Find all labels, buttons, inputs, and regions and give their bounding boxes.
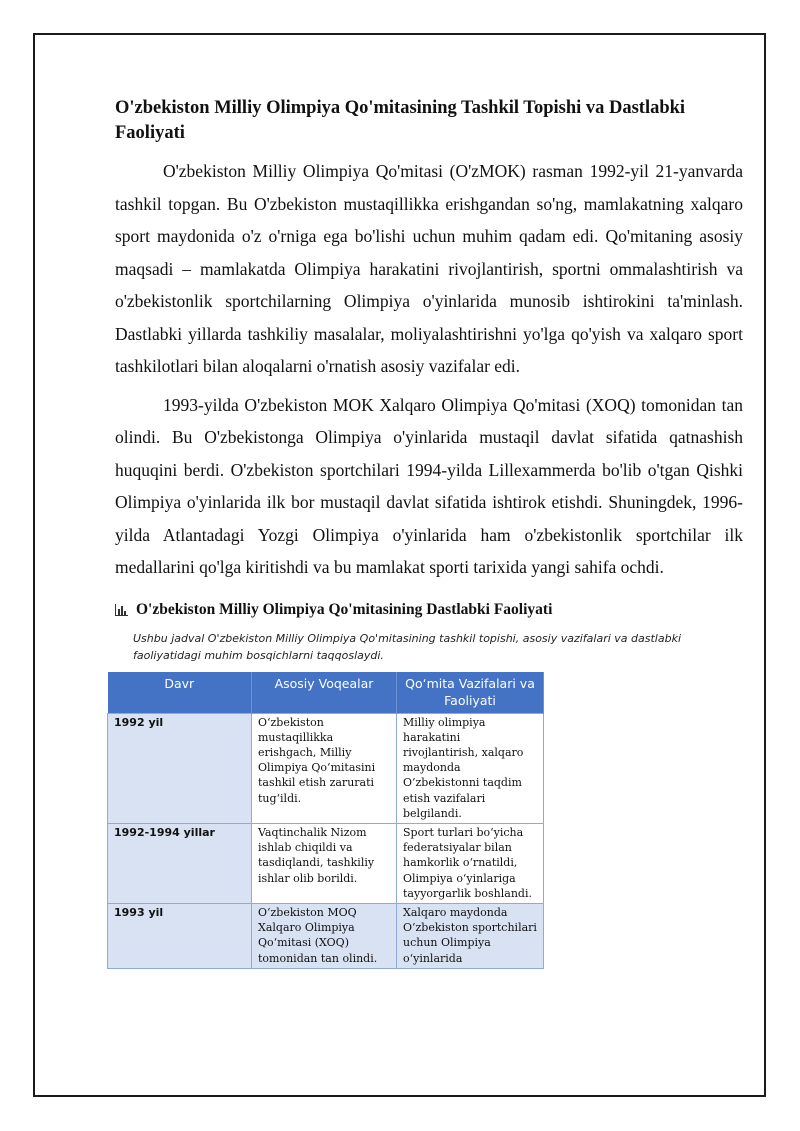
table-cell-events: O‘zbekiston mustaqillikka erishgach, Milliy Olimpiya Qo‘mitasini tashkil etish zarurati tug‘ildi. [252,713,397,823]
table-row [108,903,544,968]
table-title-text: O'zbekiston Milliy Olimpiya Qo'mitasining Dastlabki Faoliyati [136,600,553,618]
table-cell-period: 1993 yil [108,903,252,968]
table-title [115,600,743,620]
table-cell-tasks: Sport turlari bo‘yicha federatsiyalar bilan hamkorlik o‘rnatildi, Olimpiya o‘yinlariga tayyorgarlik boshlandi. [397,823,544,903]
table-caption: Ushbu jadval O'zbekiston Milliy Olimpiya Qo'mitasining tashkil topishi, asosiy vazifalari va dastlabki faoliyatidagi muhim bosqichlarni taqqoslaydi. [133,631,682,662]
bar-chart-icon [115,604,128,616]
table-cell-period: 1992 yil [108,713,252,823]
table-cell-period: 1992-1994 yillar [108,823,252,903]
table-row [108,823,544,903]
table-cell-events: O‘zbekiston MOQ Xalqaro Olimpiya Qo‘mitasi (XOQ) tomonidan tan olindi. [252,903,397,968]
document-body [115,96,743,969]
table-cell-events: Vaqtinchalik Nizom ishlab chiqildi va tasdiqlandi, tashkiliy ishlar olib borildi. [252,823,397,903]
data-table [107,672,544,969]
table-cell-tasks: Xalqaro maydonda O‘zbekiston sportchilari uchun Olimpiya o‘yinlarida [397,903,544,968]
column-header-period: Davr [108,672,252,714]
paragraph-1: O'zbekiston Milliy Olimpiya Qo'mitasi (O'zMOK) rasman 1992-yil 21-yanvarda tashkil topgan. Bu O'zbekiston mustaqillikka erishgandan so'ng, mamlakatning xalqaro sport maydonida o'z o'rniga ega bo'lishi uchun muhim qadam edi. Qo'mitaning asosiy maqsadi – mamlakatda Olimpiya harakatini rivojlantirish, sportni ommalashtirish va o'zbekistonlik sportchilarning Olimpiya o'yinlarida munosib ishtirokini ta'minlash. Dastlabki yillarda tashkiliy masalalar, moliyalashtirishni yo'lga qo'yish va xalqaro sport tashkilotlari bilan aloqalarni o'rnatish asosiy vazifalar edi. [115,161,743,376]
table-header-row [108,672,544,714]
paragraph-2: 1993-yilda O'zbekiston MOK Xalqaro Olimpiya Qo'mitasi (XOQ) tomonidan tan olindi. Bu O'zbekistonga Olimpiya o'yinlarida mustaqil davlat sifatida qatnashish huquqini berdi. O'zbekiston sportchilari 1994-yilda Lillexammerda bo'lib o'tgan Qishki Olimpiya o'yinlarida ilk bor mustaqil davlat sifatida ishtirok etishdi. Shuningdek, 1996-yilda Atlantadagi Yozgi Olimpiya o'yinlarida ham o'zbekistonlik sportchilar ilk medallarini qo'lga kiritishdi va bu mamlakat sporti tarixida yangi sahifa ochdi. [115,394,743,577]
column-header-tasks: Qo‘mita Vazifalari va Faoliyati [397,672,544,714]
document-heading: O'zbekiston Milliy Olimpiya Qo'mitasining Tashkil Topishi va Dastlabki Faoliyati [115,98,686,143]
column-header-events: Asosiy Voqealar [252,672,397,714]
table-cell-tasks: Milliy olimpiya harakatini rivojlantirish, xalqaro maydonda O‘zbekistonni taqdim etish vazifalari belgilandi. [397,713,544,823]
table-row [108,713,544,823]
